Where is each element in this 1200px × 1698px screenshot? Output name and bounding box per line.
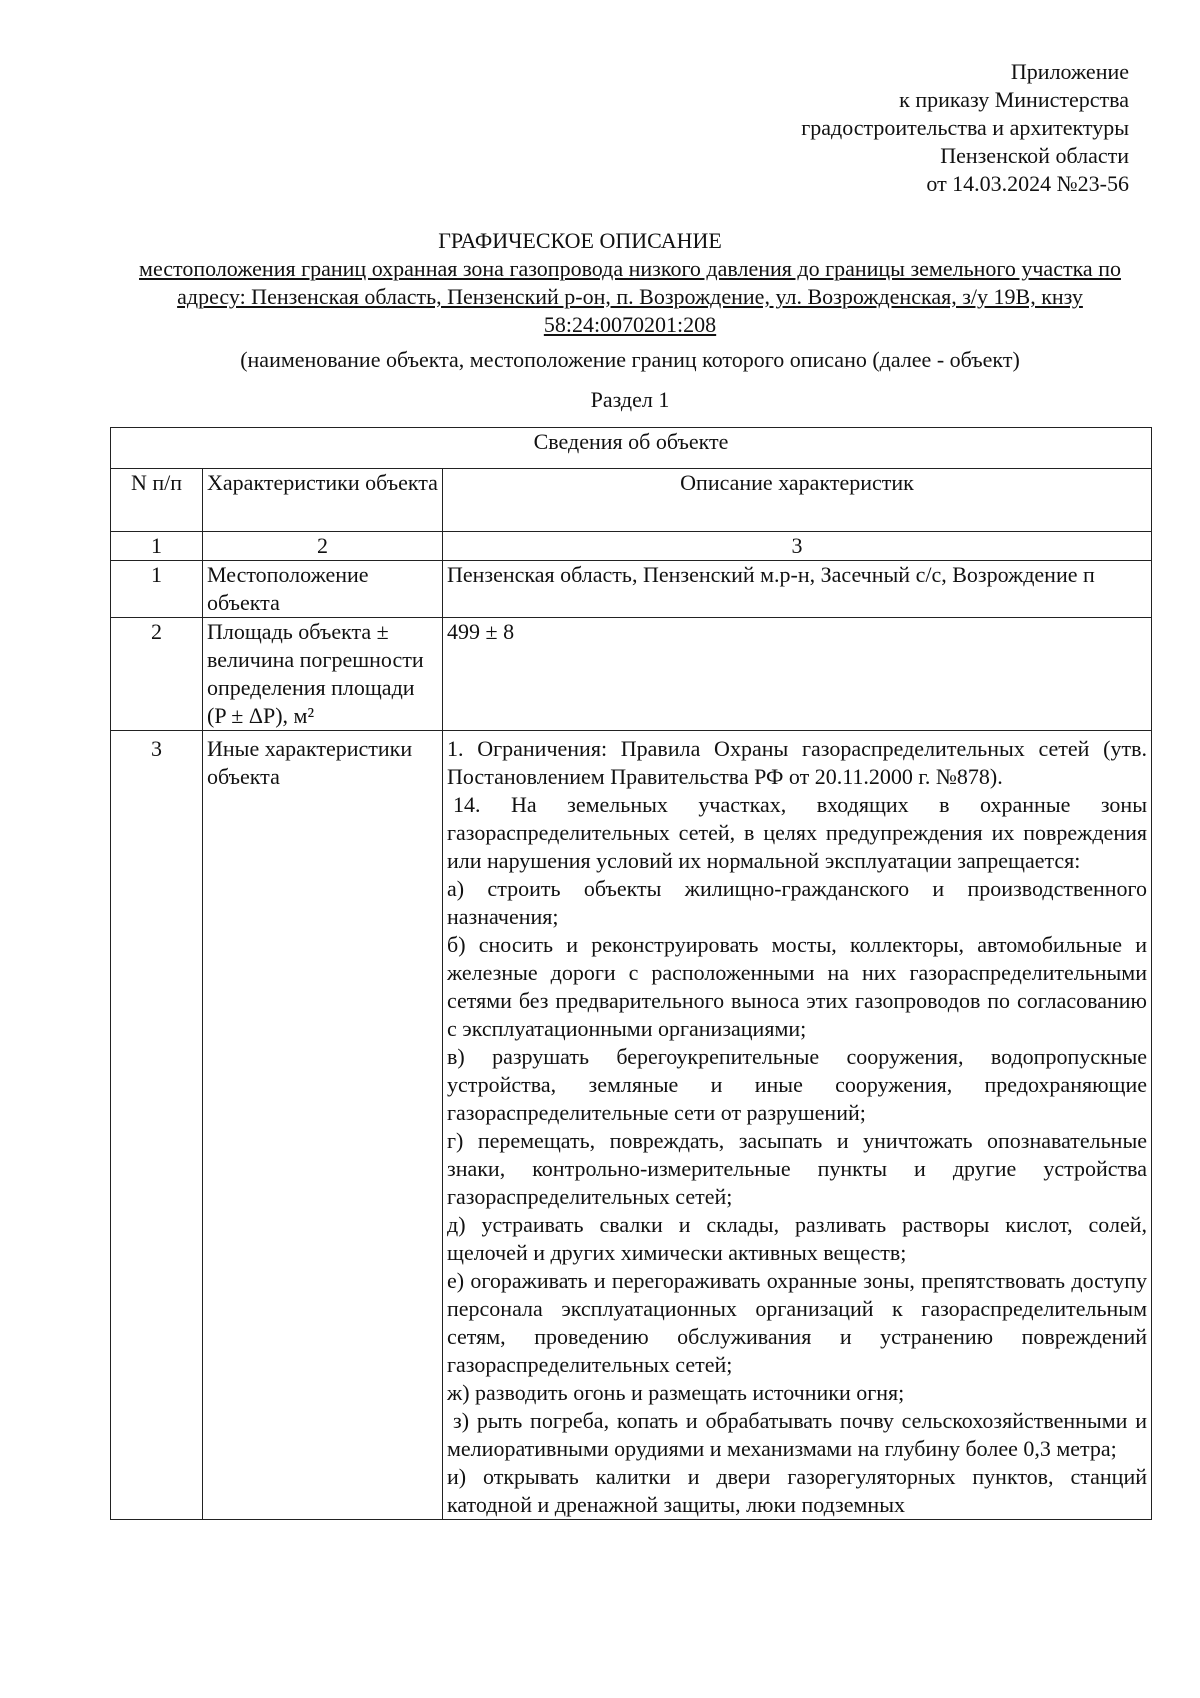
restriction-paragraph: 14. На земельных участках, входящих в охранные зоны газораспределительных сетей, в целях предупреждения их повреждения или нарушения условий их нормальной эксплуатации запрещается: xyxy=(447,792,1147,873)
restriction-paragraph: з) рыть погреба, копать и обрабатывать почву сельскохозяйственными и мелиоративными орудиями и механизмами на глубину более 0,3 метра; xyxy=(447,1408,1147,1461)
restriction-paragraph: г) перемещать, повреждать, засыпать и уничтожать опознавательные знаки, контрольно-измерительные пункты и другие устройства газораспределительных сетей; xyxy=(447,1128,1147,1209)
column-number: 1 xyxy=(111,532,203,561)
table-column-number-row xyxy=(111,532,1152,561)
restriction-paragraph: в) разрушать берегоукрепительные сооружения, водопропускные устройства, земляные и иные сооружения, предохраняющие газораспределительные сети от разрушений; xyxy=(447,1044,1147,1125)
restriction-paragraph: а) строить объекты жилищно-гражданского и производственного назначения; xyxy=(447,876,1147,929)
column-number: 2 xyxy=(203,532,443,561)
row-number: 2 xyxy=(111,618,203,731)
document-title: ГРАФИЧЕСКОЕ ОПИСАНИЕ xyxy=(438,228,722,253)
row-number: 3 xyxy=(111,731,203,1520)
restriction-paragraph: е) огораживать и перегораживать охранные зоны, препятствовать доступу персонала эксплуатационных организаций к газораспределительным сетям, проведению обслуживания и устранению повреждений газораспределительных сетей; xyxy=(447,1268,1147,1377)
appendix-line: градостроительства и архитектуры xyxy=(801,115,1129,140)
appendix-line: Приложение xyxy=(1010,59,1129,84)
table-heading: Сведения об объекте xyxy=(111,428,1152,469)
appendix-date-line: от 14.03.2024 №23-56 xyxy=(926,171,1129,196)
row-description: Пензенская область, Пензенский м.р-н, Засечный с/с, Возрождение п xyxy=(443,561,1152,618)
row-description: 499 ± 8 xyxy=(443,618,1152,731)
appendix-line: к приказу Министерства xyxy=(899,87,1129,112)
table-row xyxy=(111,731,1152,1520)
document-subtitle: местоположения границ охранная зона газопровода низкого давления до границы земельного участка по адресу: Пензенская область, Пензенский р-он, п. Возрождение, ул. Возрожденская, з/у 19В, кнзу 58:24:0070201:208 xyxy=(139,256,1121,337)
object-caption: (наименование объекта, местоположение границ которого описано (далее - объект) xyxy=(240,347,1020,372)
restriction-paragraph: б) сносить и реконструировать мосты, коллекторы, автомобильные и железные дороги с расположенными на них газораспределительными сетями без предварительного выноса этих газопроводов по согласованию с эксплуатационными организациями; xyxy=(447,932,1147,1041)
column-number: 3 xyxy=(443,532,1152,561)
restriction-paragraph: д) устраивать свалки и склады, разливать растворы кислот, солей, щелочей и других химически активных веществ; xyxy=(447,1212,1147,1265)
column-header-characteristic: Характеристики объекта xyxy=(203,469,443,532)
restriction-paragraph: ж) разводить огонь и размещать источники огня; xyxy=(447,1380,905,1405)
table-heading-row xyxy=(111,428,1152,469)
restriction-paragraph: и) открывать калитки и двери газорегуляторных пунктов, станций катодной и дренажной защиты, люки подземных xyxy=(447,1464,1147,1517)
table-row xyxy=(111,561,1152,618)
object-info-table xyxy=(110,427,1152,1520)
row-characteristic: Площадь объекта ± величина погрешности определения площади (P ± ΔP), м² xyxy=(203,618,443,731)
table-row xyxy=(111,618,1152,731)
row-number: 1 xyxy=(111,561,203,618)
restriction-paragraph: 1. Ограничения: Правила Охраны газораспределительных сетей (утв. Постановлением Правительства РФ от 20.11.2000 г. №878). xyxy=(447,736,1147,789)
row-characteristic: Иные характеристики объекта xyxy=(203,731,443,1520)
table-column-header-row xyxy=(111,469,1152,532)
row-characteristic: Местоположение объекта xyxy=(203,561,443,618)
column-header-number: N п/п xyxy=(111,469,203,532)
row-description-restrictions xyxy=(443,731,1152,1520)
column-header-description: Описание характеристик xyxy=(443,469,1152,532)
appendix-header xyxy=(801,58,1129,198)
section-title: Раздел 1 xyxy=(590,387,670,412)
appendix-line: Пензенской области xyxy=(940,143,1129,168)
